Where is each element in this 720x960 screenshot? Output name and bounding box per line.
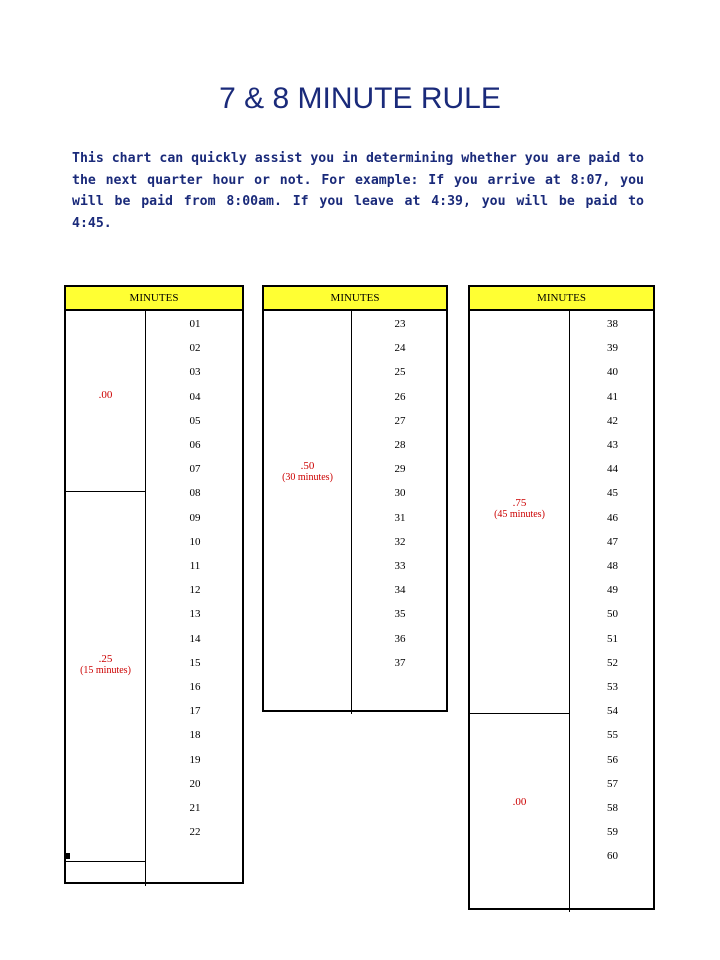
- minute-value: 56: [607, 753, 618, 766]
- minute-value: 04: [189, 390, 201, 403]
- minute-value: 50: [607, 608, 618, 621]
- minute-value: 21: [189, 802, 201, 814]
- minute-value: 08: [189, 487, 201, 500]
- group-note: (15 minutes): [80, 665, 131, 676]
- minute-value: 30: [394, 487, 406, 500]
- minute-value: 27: [394, 414, 406, 427]
- minute-value: 44: [607, 463, 618, 476]
- minute-value: 10: [189, 535, 201, 548]
- minute-value: 47: [607, 535, 618, 548]
- minute-value: 16: [189, 681, 201, 693]
- minute-value: 06: [189, 439, 201, 451]
- minute-value: 58: [607, 802, 618, 814]
- minute-value: 17: [189, 705, 201, 718]
- minute-value: 34: [394, 584, 406, 597]
- minute-value: 35: [394, 608, 406, 621]
- minute-value: 01: [189, 318, 201, 330]
- group-label: [66, 653, 145, 677]
- group-label: [470, 497, 569, 521]
- minute-value: 39: [607, 342, 618, 355]
- minute-value: 11: [189, 560, 201, 572]
- group-label: [66, 389, 145, 401]
- minute-value: 33: [394, 560, 406, 572]
- group-label: [470, 796, 569, 808]
- minute-value: 19: [189, 753, 201, 766]
- minute-value: 57: [607, 777, 618, 790]
- intro-paragraph: This chart can quickly assist you in determining whether you are paid to the next quarter hour or not. For example: If you arrive at 8:07, you will be paid from 8:00am. If you leave at 4:39, you will be paid to 4:45.: [72, 151, 644, 231]
- minute-value: 46: [607, 511, 618, 524]
- minute-value: 54: [607, 705, 618, 718]
- minute-value: 12: [189, 584, 201, 597]
- minute-value: 60: [607, 850, 618, 863]
- group-value: .25: [98, 653, 113, 665]
- minute-value: 59: [607, 826, 618, 839]
- minute-value: 48: [607, 560, 618, 572]
- minutes-table-1: [64, 285, 244, 884]
- minute-value: 32: [394, 535, 406, 548]
- minute-value: 25: [394, 366, 406, 379]
- minute-value: 28: [394, 439, 406, 451]
- minute-value: 02: [189, 342, 201, 355]
- table-header: MINUTES: [470, 287, 653, 311]
- table-header: MINUTES: [66, 287, 242, 311]
- minute-value: 20: [189, 777, 201, 790]
- minute-value: 45: [607, 487, 618, 500]
- minute-value: 07: [189, 463, 201, 476]
- minute-value: 03: [189, 366, 201, 379]
- group-value: .50: [300, 460, 315, 472]
- minute-value: 22: [189, 826, 201, 839]
- group-note: (30 minutes): [282, 472, 333, 483]
- minute-value: 05: [189, 414, 201, 427]
- minute-value: 53: [607, 681, 618, 693]
- minute-value: 23: [394, 318, 406, 330]
- minute-value: 18: [189, 729, 201, 742]
- minute-value: 15: [189, 656, 201, 669]
- minute-value: 38: [607, 318, 618, 330]
- group-value: .00: [512, 796, 527, 808]
- minute-value: 41: [607, 390, 618, 403]
- minute-value: 42: [607, 414, 618, 427]
- group-note: (45 minutes): [494, 509, 545, 520]
- minute-value: 43: [607, 439, 618, 451]
- group-label: [264, 460, 351, 484]
- minutes-table-2: [262, 285, 448, 712]
- minutes-table-3: [468, 285, 655, 910]
- minute-value: 40: [607, 366, 618, 379]
- minute-value: 24: [394, 342, 406, 355]
- group-value: .75: [512, 497, 527, 509]
- minute-value: 37: [394, 656, 406, 669]
- minute-value: 52: [607, 656, 618, 669]
- minute-value: 09: [189, 511, 201, 524]
- minute-value: 26: [394, 390, 406, 403]
- group-value: .00: [98, 389, 113, 401]
- minute-value: 51: [607, 632, 618, 645]
- minute-value: 36: [394, 632, 406, 645]
- page-title: 7 & 8 MINUTE RULE: [219, 82, 501, 115]
- minute-value: 55: [607, 729, 618, 742]
- minute-value: 31: [394, 511, 406, 524]
- minute-value: 49: [607, 584, 618, 597]
- table-header: MINUTES: [264, 287, 446, 311]
- minute-value: 14: [189, 632, 201, 645]
- minute-value: 29: [394, 463, 406, 476]
- minute-value: 13: [189, 608, 201, 621]
